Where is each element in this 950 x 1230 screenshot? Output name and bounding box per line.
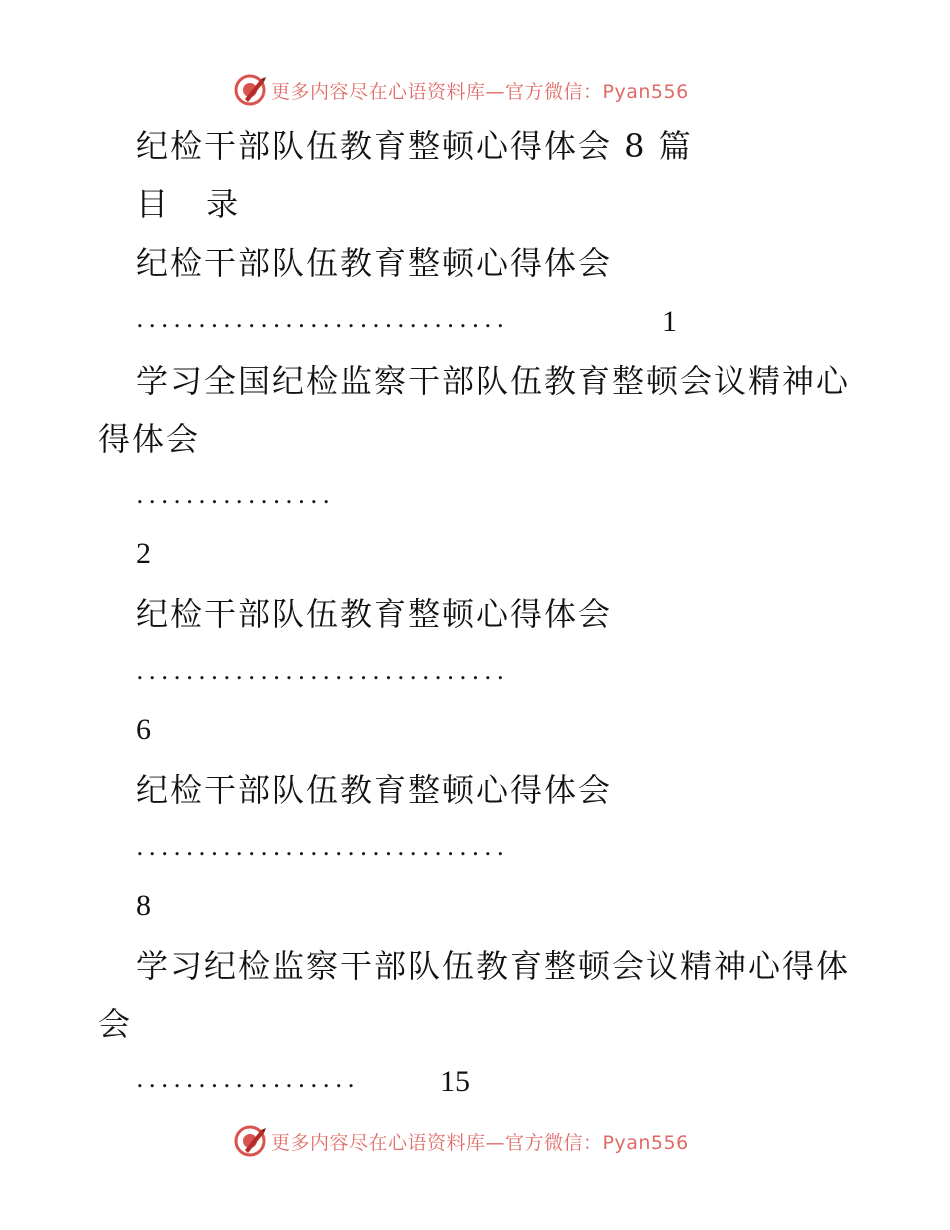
toc-leader-dots: .............................. xyxy=(136,305,509,333)
toc-page-number: 8 xyxy=(136,889,151,922)
toc-entry-title: 学习全国纪检监察干部队伍教育整顿会议精神心 xyxy=(136,362,851,400)
header-watermark xyxy=(233,72,689,108)
toc-leader-dots: .............................. xyxy=(136,833,509,861)
footer-watermark xyxy=(233,1123,689,1159)
toc-page-number: 2 xyxy=(136,537,151,570)
toc-leader-dots: ................ xyxy=(136,481,335,509)
toc-leader-dots: .............................. xyxy=(136,657,509,685)
toc-entry-title: 纪检干部队伍教育整顿心得体会 xyxy=(136,595,613,633)
toc-entry-title: 学习纪检监察干部队伍教育整顿会议精神心得体 xyxy=(136,947,851,985)
toc-entry-title: 纪检干部队伍教育整顿心得体会 xyxy=(136,244,613,282)
pen-logo-icon xyxy=(233,1124,267,1158)
watermark-text: 更多内容尽在心语资料库—官方微信：Pyan556 xyxy=(271,80,689,103)
pen-logo-icon xyxy=(233,73,267,107)
watermark-text: 更多内容尽在心语资料库—官方微信：Pyan556 xyxy=(271,1131,689,1154)
toc-heading: 目 录 xyxy=(136,185,253,223)
document-title: 纪检干部队伍教育整顿心得体会 8 篇 xyxy=(136,127,693,165)
toc-entry-title: 纪检干部队伍教育整顿心得体会 xyxy=(136,771,613,809)
toc-page-number: 6 xyxy=(136,713,151,746)
toc-entry-title-continued: 会 xyxy=(98,1005,133,1043)
toc-page-number: 1 xyxy=(662,305,677,338)
toc-entry-title-continued: 得体会 xyxy=(98,420,201,458)
toc-page-number: 15 xyxy=(440,1065,470,1098)
toc-leader-dots: .................. xyxy=(136,1065,360,1093)
